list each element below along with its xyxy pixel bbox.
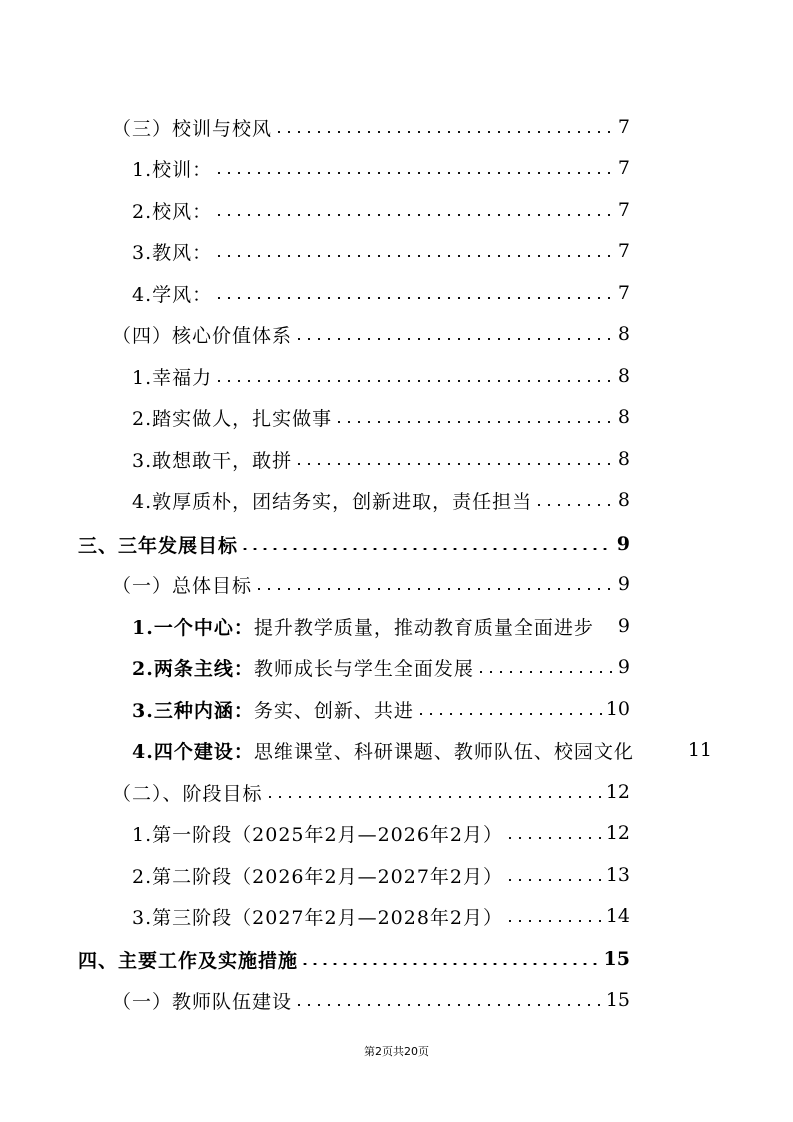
dot-leader bbox=[334, 421, 614, 423]
toc-entry-overall-goals[interactable]: （一）总体目标 9 bbox=[112, 573, 630, 597]
toc-page-number: 9 bbox=[617, 656, 630, 678]
dot-leader bbox=[476, 671, 614, 673]
toc-page-number: 12 bbox=[605, 822, 630, 844]
toc-entry-core-values[interactable]: （四）核心价值体系 8 bbox=[112, 323, 630, 347]
toc-page-number: 12 bbox=[605, 781, 630, 803]
toc-entry-school-style[interactable]: 2.校风： 7 bbox=[132, 199, 630, 223]
toc-page-number: 8 bbox=[617, 406, 630, 428]
toc-page-number: 11 bbox=[687, 739, 712, 761]
dot-leader bbox=[265, 796, 602, 798]
dot-leader bbox=[214, 172, 614, 174]
toc-entry-four-constructions[interactable]: 4.四个建设：思维课堂、科研课题、教师队伍、校园文化 11 bbox=[132, 739, 712, 763]
toc-page-number: 9 bbox=[617, 573, 630, 595]
toc-entry-school-motto-and-style[interactable]: （三）校训与校风 7 bbox=[112, 116, 630, 140]
toc-entry-one-center[interactable]: 1.一个中心：提升教学质量，推动教育质量全面进步 9 bbox=[132, 615, 630, 639]
toc-page-number: 8 bbox=[617, 323, 630, 345]
toc-page-number: 9 bbox=[616, 533, 630, 555]
toc-entry-teacher-team-building[interactable]: （一）教师队伍建设 15 bbox=[112, 989, 630, 1013]
toc-entry-learning-style[interactable]: 4.学风： 7 bbox=[132, 282, 630, 306]
toc-page-number: 13 bbox=[605, 864, 630, 886]
toc-entry-dare-to-think[interactable]: 3.敢想敢干，敢拼 8 bbox=[132, 448, 630, 472]
toc-entry-be-down-to-earth[interactable]: 2.踏实做人，扎实做事 8 bbox=[132, 406, 630, 430]
toc-entry-three-year-goals[interactable]: 三、三年发展目标 9 bbox=[78, 533, 630, 557]
toc-entry-three-connotations[interactable]: 3.三种内涵：务实、创新、共进 10 bbox=[132, 698, 630, 722]
dot-leader bbox=[214, 214, 614, 216]
dot-leader bbox=[294, 338, 614, 340]
dot-leader bbox=[214, 255, 614, 257]
toc-entry-happiness[interactable]: 1.幸福力 8 bbox=[132, 365, 630, 389]
dot-leader bbox=[534, 504, 614, 506]
toc-entry-teaching-style[interactable]: 3.教风： 7 bbox=[132, 240, 630, 264]
toc-page-number: 14 bbox=[605, 905, 630, 927]
page-footer: 第2页共20页 bbox=[364, 1045, 429, 1058]
toc-page-number: 8 bbox=[617, 365, 630, 387]
dot-leader bbox=[505, 920, 602, 922]
dot-leader bbox=[505, 837, 602, 839]
dot-leader bbox=[416, 713, 602, 715]
dot-leader bbox=[254, 588, 614, 590]
toc-page-number: 8 bbox=[617, 448, 630, 470]
toc-entry-stage-one[interactable]: 1.第一阶段（2025年2月—2026年2月） 12 bbox=[132, 822, 630, 846]
toc-entry-motto[interactable]: 1.校训： 7 bbox=[132, 157, 630, 181]
dot-leader bbox=[274, 131, 614, 133]
toc-entry-stage-two[interactable]: 2.第二阶段（2026年2月—2027年2月） 13 bbox=[132, 864, 630, 888]
toc-page-number: 15 bbox=[603, 948, 630, 970]
toc-page-number: 15 bbox=[605, 989, 630, 1011]
dot-leader bbox=[214, 380, 614, 382]
dot-leader bbox=[214, 297, 614, 299]
dot-leader bbox=[505, 879, 602, 881]
dot-leader bbox=[300, 963, 600, 965]
toc-page-number: 7 bbox=[617, 240, 630, 262]
dot-leader bbox=[294, 1004, 602, 1006]
toc-page-number: 7 bbox=[617, 282, 630, 304]
dot-leader bbox=[294, 463, 614, 465]
toc-page-number: 7 bbox=[617, 199, 630, 221]
toc-page-number: 7 bbox=[617, 116, 630, 138]
toc-entry-stage-goals[interactable]: （二）、阶段目标 12 bbox=[112, 781, 630, 805]
dot-leader bbox=[240, 548, 613, 550]
toc-entry-main-work-and-measures[interactable]: 四、主要工作及实施措施 15 bbox=[78, 948, 630, 972]
toc-page-number: 7 bbox=[617, 157, 630, 179]
toc-entry-honest-and-united[interactable]: 4.敦厚质朴，团结务实，创新进取，责任担当 8 bbox=[132, 489, 630, 513]
toc-page-number: 8 bbox=[617, 489, 630, 511]
toc-page-number: 10 bbox=[605, 698, 630, 720]
toc-entry-stage-three[interactable]: 3.第三阶段（2027年2月—2028年2月） 14 bbox=[132, 905, 630, 929]
toc-page-number: 9 bbox=[617, 615, 630, 637]
toc-entry-two-main-lines[interactable]: 2.两条主线：教师成长与学生全面发展 9 bbox=[132, 656, 630, 680]
